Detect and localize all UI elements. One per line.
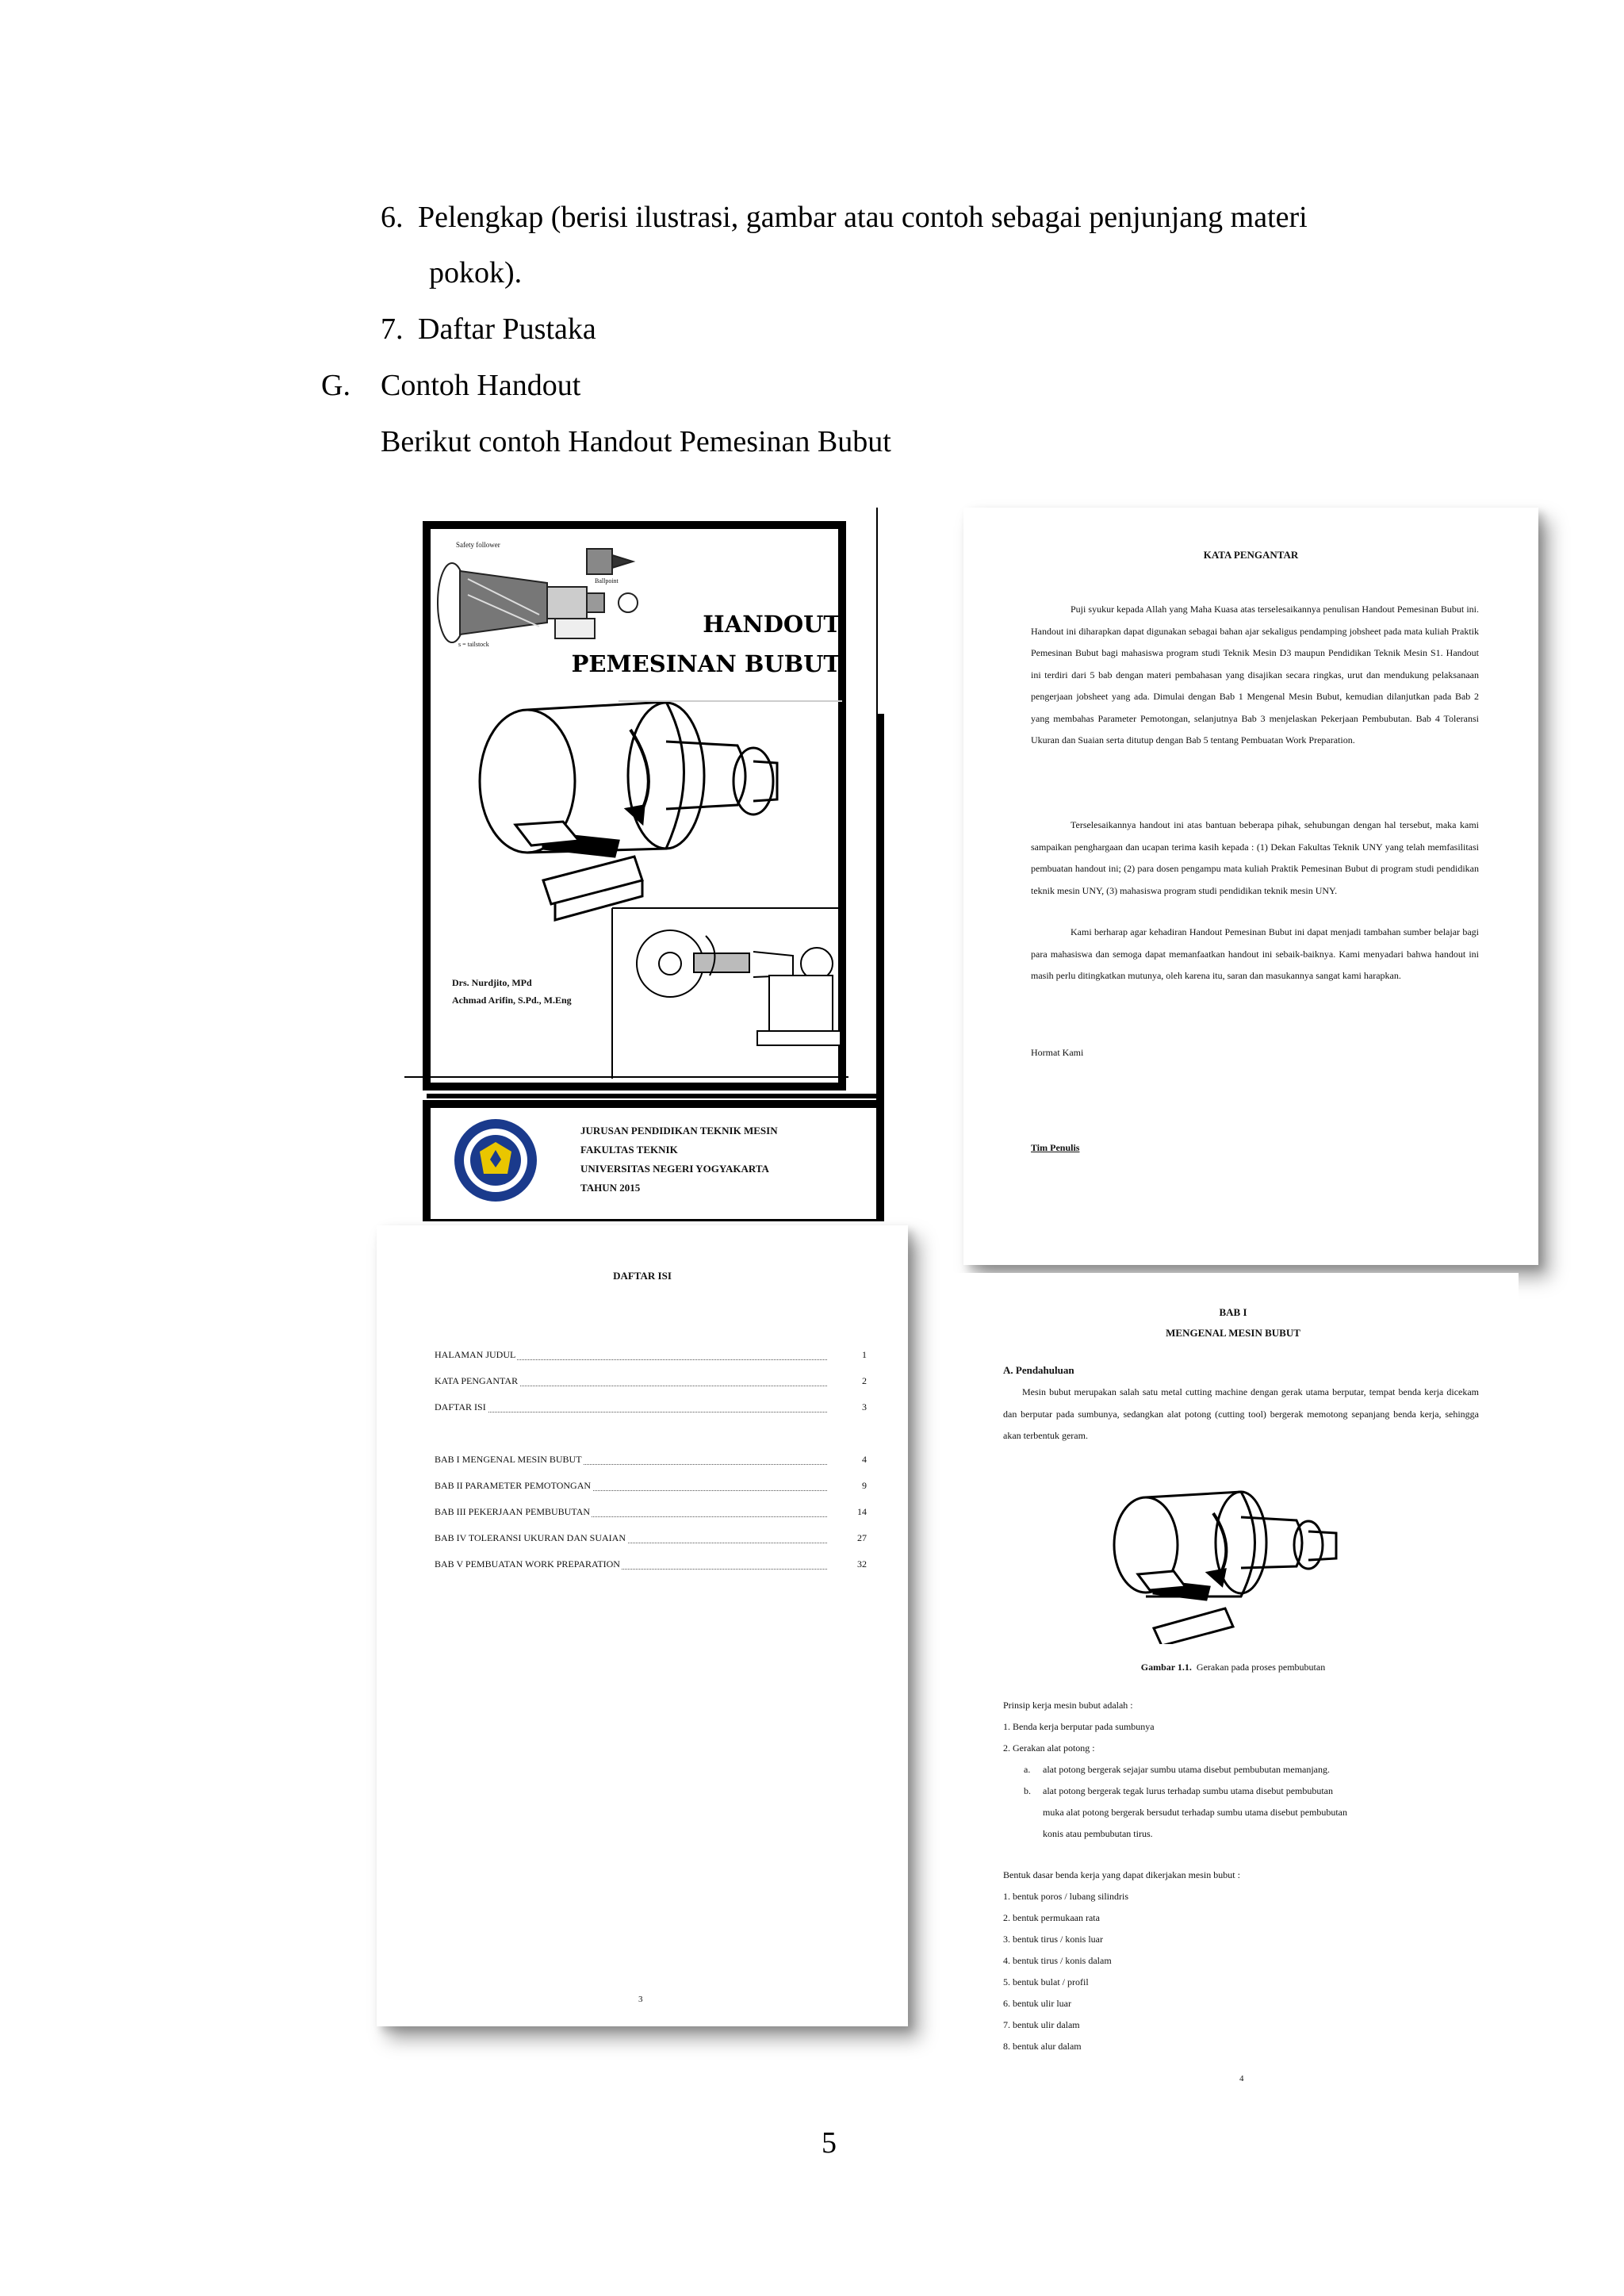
sub-item-label: a. [1024,1764,1031,1775]
kata-pengantar-signature: Tim Penulis [1031,1142,1080,1153]
toc-row: BAB III PEKERJAAN PEMBUBUTAN 14 [435,1506,867,1517]
bab-1-section: A. Pendahuluan [1003,1364,1074,1376]
bentuk-item: 1. bentuk poros / lubang silindris [1003,1891,1128,1902]
cover-label-safety: Safety follower [456,541,500,549]
bentuk-item: 4. bentuk tirus / konis dalam [1003,1955,1112,1966]
cover-label-tailstock: s = tailstock [458,641,489,648]
sub-item-text: muka alat potong bergerak bersudut terhadap sumbu utama disebut pembubutan [1043,1807,1348,1818]
toc-row: KATA PENGANTAR 2 [435,1375,867,1386]
list-item-text: Pelengkap (berisi ilustrasi, gambar atau contoh sebagai penjunjang materi [418,201,1308,234]
toc-row: DAFTAR ISI 3 [435,1401,867,1412]
toc-row: BAB V PEMBUATAN WORK PREPARATION 32 [435,1558,867,1570]
section-intro: Berikut contoh Handout Pemesinan Bubut [381,425,891,458]
bab-1-subheading: MENGENAL MESIN BUBUT [1166,1327,1300,1339]
bab-1-thumbnail [948,1273,1519,2098]
kata-pengantar-para-3: Kami berharap agar kehadiran Handout Pemesinan Bubut ini dapat menjadi tambahan sumber belajar bagi para mahasiswa dan semoga dapat memanfaatkan handout ini sebaik-baiknya. Kami menyadari bahwa handout ini masih perlu ditingkatkan mutunya, oleh karena itu, saran dan masukannya sangat kami harapkan. [1031,926,1479,981]
daftar-isi-heading: DAFTAR ISI [613,1270,672,1282]
bentuk-item: 7. bentuk ulir dalam [1003,2019,1080,2030]
university-seal [454,1119,537,1202]
daftar-isi-page-number: 3 [638,1995,643,2004]
kata-pengantar-para-1: Puji syukur kepada Allah yang Maha Kuasa atas terselesaikannya penulisan Handout Pemesinan Bubut ini. Handout ini diharapkan dapat digunakan sebagai bahan ajar sekaligus pendamping jobsheet pada mata kuliah Praktik Pemesinan Bubut bagi mahasiswa program studi Teknik Mesin D3 maupun Pendidikan Teknik Mesin S1. Handout ini terdiri dari 5 bab dengan materi pembahasan yang disajikan secara ringkas, urut dan mendukung pelaksanaan pengerjaan jobsheet yang ada. Dimulai dengan Bab 1 Mengenal Mesin Bubut, kemudian dilanjutkan pada Bab 2 yang membahas Parameter Pemotongan, selanjutnya Bab 3 menjelaskan Pekerjaan Pembubutan. Bab 4 Toleransi Ukuran dan Suaian serta ditutup dengan Bab 5 tentang Pembuatan Work Preparation. [1031,604,1479,746]
bab-1-heading: BAB I [1219,1306,1247,1318]
bentuk-item: 2. bentuk permukaan rata [1003,1912,1100,1923]
figure-caption: Gambar 1.1. Gerakan pada proses pembubutan [1140,1662,1326,1673]
list-item-number: 6. [381,201,404,234]
section-title: Contoh Handout [381,369,581,402]
cover-page-thumbnail [404,508,888,1221]
bentuk-item: 6. bentuk ulir luar [1003,1998,1071,2009]
cover-institution-1: JURUSAN PENDIDIKAN TEKNIK MESIN [580,1125,778,1137]
cover-label-ballpoint: Ballpoint [595,577,619,585]
daftar-isi-thumbnail [377,1225,908,2026]
sub-item-text: alat potong bergerak sejajar sumbu utama disebut pembubutan memanjang. [1043,1764,1331,1775]
bab-1-para: Mesin bubut merupakan salah satu metal cutting machine dengan gerak utama berputar, tempat benda kerja dicekam dan berputar pada sumbunya, sedangkan alat potong (cutting tool) bergerak memotong sepanjang benda kerja, sehingga akan terbentuk geram. [1003,1386,1479,1441]
section-letter: G. [321,369,350,402]
cover-institution-3: UNIVERSITAS NEGERI YOGYAKARTA [580,1163,769,1175]
list-item-text: Daftar Pustaka [418,312,596,346]
kata-pengantar-closing: Hormat Kami [1031,1047,1084,1058]
kata-pengantar-para-2: Terselesaikannya handout ini atas bantuan beberapa pihak, sehubungan dengan hal tersebut, maka kami sampaikan penghargaan dan ucapan terima kasih kepada : (1) Dekan Fakultas Teknik UNY yang telah memfasilitasi pembuatan handout ini; (2) para dosen pengampu mata kuliah Praktik Pemesinan Bubut di program studi pendidikan teknik mesin UNY, (3) mahasiswa program studi pendidikan teknik mesin UNY. [1031,819,1479,896]
cover-institution-4: TAHUN 2015 [580,1182,641,1194]
bab-1-page-number: 4 [1239,2074,1244,2083]
bentuk-item: 5. bentuk bulat / profil [1003,1976,1089,1987]
cover-institution-2: FAKULTAS TEKNIK [580,1144,678,1156]
cover-title-line1: HANDOUT [703,611,841,638]
kata-pengantar-heading: KATA PENGANTAR [1203,549,1299,561]
toc-row: BAB IV TOLERANSI UKURAN DAN SUAIAN 27 [435,1532,867,1543]
list-item-number: 7. [381,312,404,346]
cover-author-2: Achmad Arifin, S.Pd., M.Eng [452,995,572,1006]
sub-item-text: konis atau pembubutan tirus. [1043,1828,1153,1839]
sub-item-text: alat potong bergerak tegak lurus terhadap sumbu utama disebut pembubutan [1043,1785,1334,1796]
toc-row: BAB II PARAMETER PEMOTONGAN 9 [435,1480,867,1491]
bentuk-title: Bentuk dasar benda kerja yang dapat dikerjakan mesin bubut : [1003,1869,1240,1880]
prinsip-item: 1. Benda kerja berputar pada sumbunya [1003,1721,1155,1732]
sub-item-label: b. [1024,1785,1031,1796]
page-number: 5 [822,2126,837,2160]
turning-motion-illustration [1106,1470,1360,1644]
list-item-text-continued: pokok). [429,256,523,289]
kata-pengantar-thumbnail [963,508,1538,1265]
toc-row: BAB I MENGENAL MESIN BUBUT 4 [435,1454,867,1465]
toc-row: HALAMAN JUDUL 1 [435,1349,867,1360]
prinsip-item: 2. Gerakan alat potong : [1003,1742,1095,1754]
bentuk-item: 3. bentuk tirus / konis luar [1003,1934,1103,1945]
cover-author-1: Drs. Nurdjito, MPd [452,977,532,988]
prinsip-title: Prinsip kerja mesin bubut adalah : [1003,1700,1133,1711]
bentuk-item: 8. bentuk alur dalam [1003,2041,1082,2052]
cover-title-line2: PEMESINAN BUBUT [571,650,841,677]
